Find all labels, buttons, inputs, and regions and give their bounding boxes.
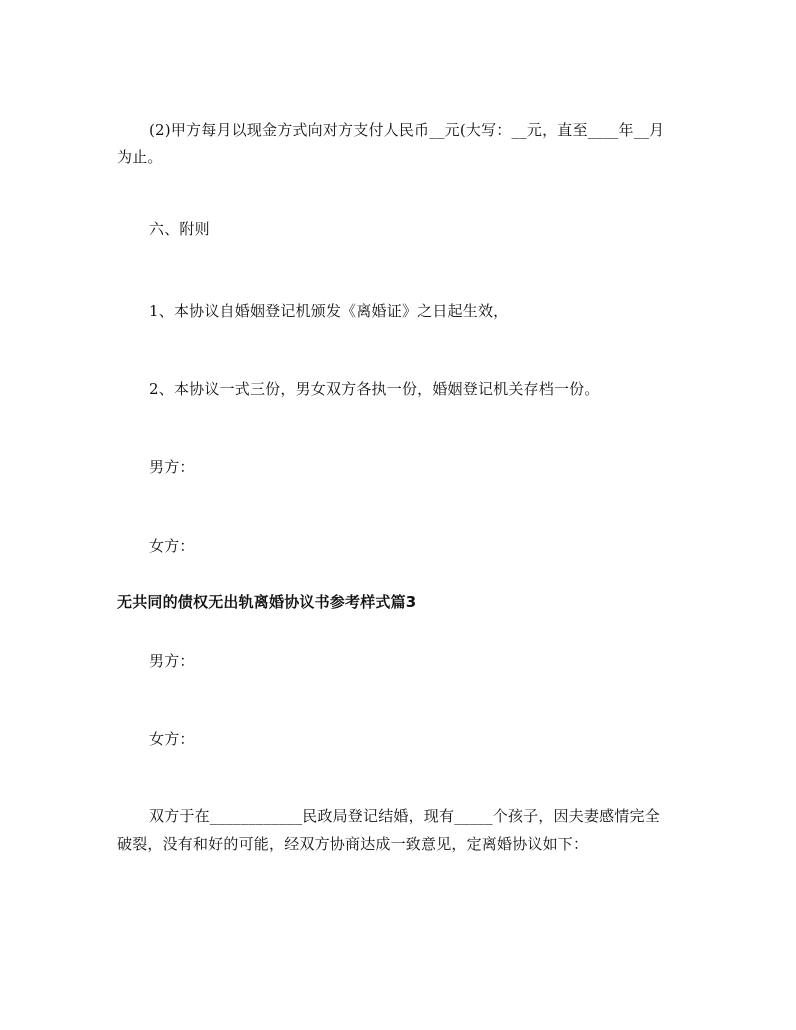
payment-clause-line-2: 为止。 (117, 148, 163, 166)
female-party-label-2: 女方： (149, 730, 195, 748)
clause-copies: 2、本协议一式三份，男女双方各执一份，婚姻登记机关存档一份。 (149, 380, 600, 398)
intro-paragraph-line-2: 破裂，没有和好的可能，经双方协商达成一致意见，定离婚协议如下： (117, 835, 589, 853)
clause-effective-date: 1、本协议自婚姻登记机颁发《离婚证》之日起生效， (149, 302, 509, 320)
intro-paragraph-line-1: 双方于在____________民政局登记结婚，现有_____个孩子，因夫妻感情完全 (149, 807, 660, 825)
article-heading: 无共同的债权无出轨离婚协议书参考样式篇3 (117, 593, 417, 611)
female-party-label: 女方： (149, 537, 195, 555)
payment-clause-line-1: (2)甲方每月以现金方式向对方支付人民币__元(大写：__元，直至____年__月 (149, 121, 665, 139)
male-party-label-2: 男方： (149, 652, 195, 670)
section-six-title: 六、附则 (149, 220, 210, 238)
male-party-label: 男方： (149, 458, 195, 476)
